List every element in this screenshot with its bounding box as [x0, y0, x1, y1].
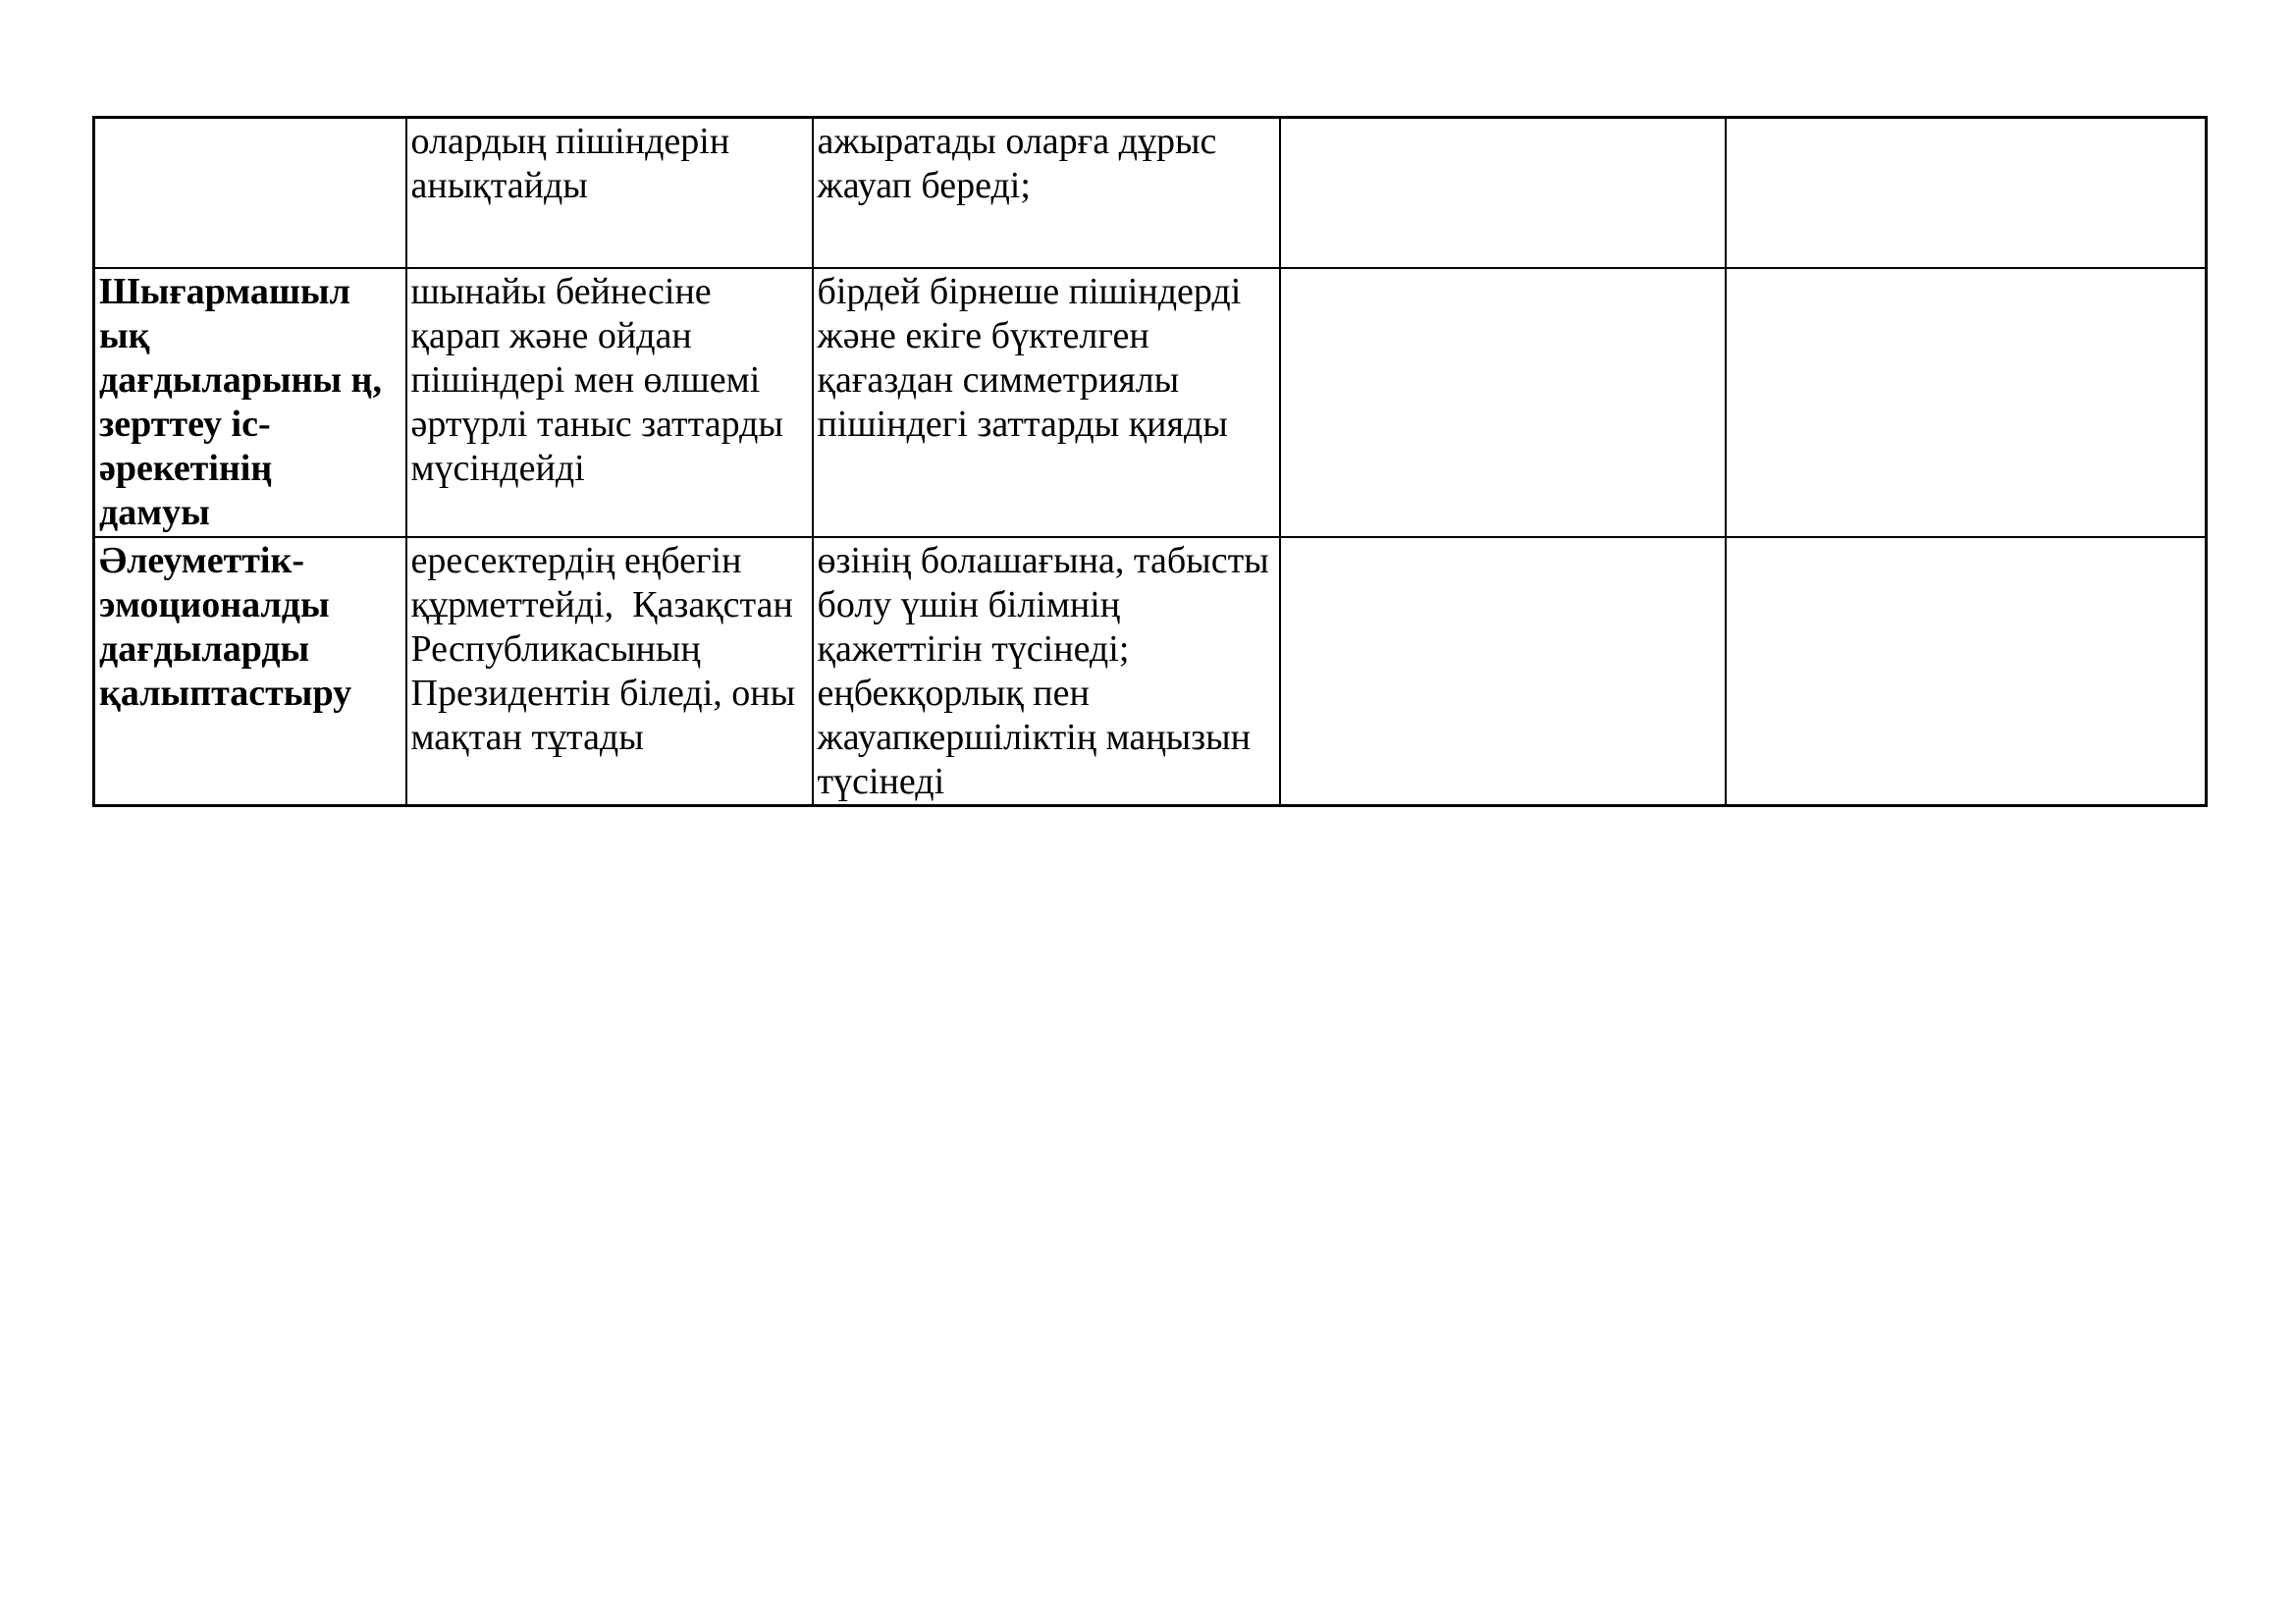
cell-text: өзінің болашағына, табысты болу үшін білімнің қажеттігін түсінеді; еңбекқорлық пен жауапкершіліктің маңызын түсінеді	[817, 539, 1269, 802]
table-cell	[1726, 268, 2207, 537]
table-cell	[1280, 118, 1726, 268]
table-cell	[813, 118, 1280, 268]
skills-development-table	[92, 116, 2208, 807]
table-row	[94, 118, 2207, 268]
row-header-cell: Әлеуметтік- эмоционалды дағдыларды қалыптастыру	[99, 539, 352, 714]
cell-text: ажыратады оларға дұрыс жауап береді;	[817, 121, 1217, 206]
table-row	[94, 537, 2207, 806]
table-cell	[1280, 268, 1726, 537]
table-cell	[406, 118, 813, 268]
cell-text: ересектердің еңбегін құрметтейді, Қазақстан Республикасының Президентін біледі, оны мақтан тұтады	[410, 539, 796, 758]
table-cell	[1280, 537, 1726, 806]
cell-text: шынайы бейнесіне қарап және ойдан пішіндері мен өлшемі әртүрлі таныс заттарды мүсіндейді	[410, 270, 783, 489]
table-cell	[94, 268, 406, 537]
table-cell	[1726, 118, 2207, 268]
table-cell	[94, 118, 406, 268]
table-cell	[1726, 537, 2207, 806]
cell-text: олардың пішіндерін анықтайды	[410, 121, 730, 206]
table-cell	[94, 537, 406, 806]
table-cell	[813, 268, 1280, 537]
table-cell	[406, 537, 813, 806]
table-cell	[813, 537, 1280, 806]
table-row	[94, 268, 2207, 537]
table-cell	[406, 268, 813, 537]
row-header-cell: Шығармашыл ық дағдыларыны ң, зерттеу іс- әрекетінің дамуы	[99, 270, 382, 533]
cell-text: бірдей бірнеше пішіндерді және екіге бүктелген қағаздан симметриялы пішіндегі заттарды қияды	[817, 270, 1242, 445]
